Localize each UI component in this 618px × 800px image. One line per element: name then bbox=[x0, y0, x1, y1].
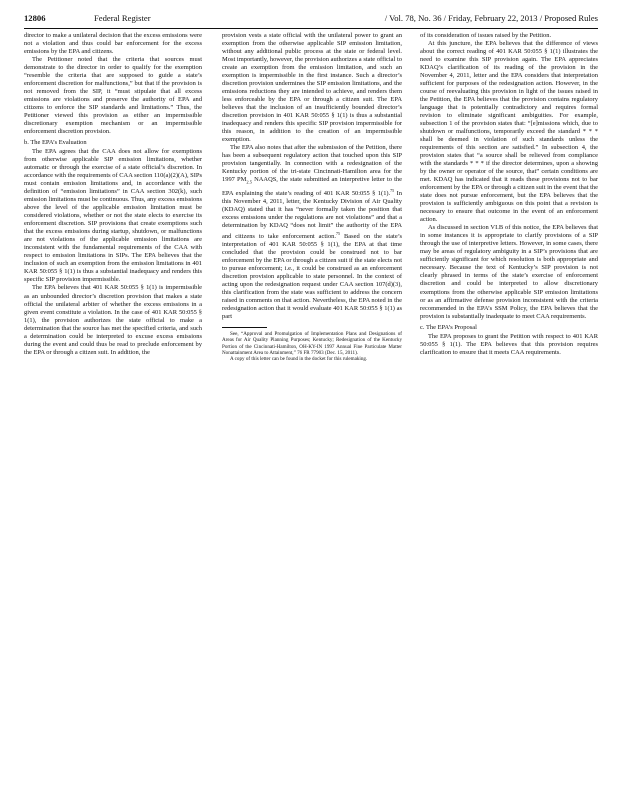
column-2 bbox=[222, 32, 402, 363]
header-info bbox=[94, 10, 598, 26]
footnote-rule bbox=[222, 327, 267, 328]
journal-title: Federal Register bbox=[94, 13, 151, 23]
text-run: The EPA also notes that after the submission of the Petition, there has been a subsequent regulatory action that touched upon this SIP provision tangentially. In connection with a redesignation of the Kentucky portion of the tri-state Cincinnati-Hamilton area for the 1997 PM bbox=[222, 144, 402, 184]
column-3 bbox=[420, 32, 598, 357]
paragraph: The EPA proposes to grant the Petition with respect to 401 KAR 50:055 § 1(1). The EPA believes that this provision requires clarification to ensure that it meets CAA requirements. bbox=[420, 332, 598, 356]
issue-info: / Vol. 78, No. 36 / Friday, February 22, 2013 / Proposed Rules bbox=[384, 13, 598, 23]
running-header bbox=[24, 10, 598, 26]
footnote-ref: 75 bbox=[390, 187, 395, 193]
text-run: Based on the state’s interpretation of 401 KAR 50:055 § 1(1), the EPA at that time concluded that the provision could be construed not to bar enforcement by the EPA or through a citizen suit if the state elects not to pursue enforcement; i.e., it could be construed as an enforcement discretion provision applicable to state personnel. In the context of acting upon the redesignation request under CAA section 107(d)(3), this clarification from the state was sufficient to address the concern raised in comments on that action. Nevertheless, the EPA noted in the redesignation action that it would evaluate 401 KAR 50:055 § 1(1) as part bbox=[222, 232, 402, 321]
paragraph: The Petitioner noted that the criteria that sources must demonstrate to the director in order to qualify for the exemption “resemble the criteria that are supposed to guide a state’s enforcement discretion for malfunctions,” but that if the provision is not removed from the SIP, it “must stipulate that all excess emissions are violations and preserve the authority of EPA and citizens to enforce the SIP standards and limitations.” Thus, the Petitioner viewed this provision as either an impermissible discretionary exemption mechanism or an impermissible enforcement discretion provision. bbox=[24, 56, 202, 136]
page-number: 12806 bbox=[24, 13, 46, 23]
section-heading: b. The EPA’s Evaluation bbox=[24, 139, 87, 147]
paragraph: of its consideration of issues raised by the Petition. bbox=[420, 32, 552, 39]
paragraph: director to make a unilateral decision that the excess emissions were not a violation and thus could bar enforcement for the excess emissions by the EPA and citizens. bbox=[24, 32, 202, 56]
paragraph: The EPA believes that 401 KAR 50:055 § 1(1) is impermissible as an unbounded director’s discretion provision that makes a state official the unilateral arbiter of whether the excess emissions in a given event constitute a violation. In the case of 401 KAR 50:055 § 1(1), the provision authorizes the state official to make a determination that the source has met the specified criteria, and such a determination could be interpreted to excuse excess emissions during the event and could thus be read to preclude enforcement by the EPA or through a citizen suit. In addition, the bbox=[24, 284, 202, 356]
text-run: NAAQS, the state submitted an interpretive letter to the EPA explaining the state’s reading of 401 KAR 50:055 § 1(1). bbox=[222, 176, 402, 197]
text-run: In this November 4, 2011, letter, the Kentucky Division of Air Quality (KDAQ) stated that it has “never formally taken the position that excess emissions under the regulations are not violations” and that a determination by KDAQ “does not limit” the authority of the EPA and citizens to take enforcement action. bbox=[222, 189, 402, 240]
paragraph: At this juncture, the EPA believes that the difference of views about the correct reading of 401 KAR 50:055 § 1(1) illustrates the need to examine this SIP provision again. The EPA appreciates KDAQ’s clarification of its reading of the provision in the November 4, 2011, letter and the EPA considers that interpretation sufficient for purposes of the redesignation action. However, in the course of reevaluating this provision in light of the issues raised in the Petition, the EPA believes that the provision contains regulatory language that is potentially contradictory and requires formal revision to eliminate significant ambiguities. For example, subsection 1 of the provision states that: “[e]missions which, due to shutdown or malfunctions, temporarily exceed the standard * * * shall be deemed in violation of such standards unless the requirements of this section are satisfied.” In subsection 4, the provision states that “a source shall be relieved from compliance with the standards * * * if the director determines, upon a showing by the owner or operator of the source, that” certain conditions are met. KDAQ has indicated that it reads these provisions not to bar enforcement by the EPA or through a citizen suit in the event that the state does not pursue enforcement, but the EPA believes that the provision is sufficiently ambiguous on this point that a revision is necessary to ensure that outcome in the event of an enforcement action. bbox=[420, 40, 598, 224]
column-1 bbox=[24, 32, 202, 357]
subscript: 2.5 bbox=[246, 179, 252, 185]
footnote-ref: 75 bbox=[336, 230, 341, 236]
paragraph: As discussed in section VI.B of this notice, the EPA believes that in some instances it is appropriate to clarify provisions of a SIP through the use of interpretive letters. However, in some cases, there may be areas of regulatory ambiguity in a SIP’s provisions that are sufficiently significant for which resolution is both appropriate and necessary. Because the text of Kentucky’s SIP provision is not clearly phrased in terms of the state’s exercise of enforcement discretion and could be interpreted to allow discretionary exemptions from the otherwise applicable SIP emission limitations or as an affirmative defense provision inconsistent with the criteria recommended in the EPA’s SSM Policy, the EPA believes that the provision is substantially inadequate to meet CAA requirements. bbox=[420, 224, 598, 320]
footnote: See, “Approval and Promulgation of Implementation Plans and Designations of Areas for Air Quality Planning Purposes; Kentucky; Redesignation of the Kentucky Portion of the Cincinnati-Hamilton, OH-KY-IN 1997 Annual Fine Particulate Matter Nonattainment Area to Attainment,” 76 FR 77903 (Dec. 15, 2011). bbox=[222, 331, 402, 356]
header-rule bbox=[24, 28, 598, 29]
section-heading: c. The EPA’s Proposal bbox=[420, 323, 477, 331]
paragraph bbox=[222, 144, 402, 321]
paragraph: provision vests a state official with the unilateral power to grant an exemption from the otherwise applicable SIP emission limitation, without any additional public process at the state or federal level. Most importantly, however, the provision authorizes a state official to create an exemption from the emission limitation, and such an exemption is impermissible in the first instance. Such a director’s discretion provision undermines the SIP emission limitations, and the emissions reductions they are intended to achieve, and renders them less enforceable by the EPA or through a citizen suit. The EPA believes that the inclusion of an insufficiently bounded director’s discretion provision in 401 KAR 50:055 § 1(1) is thus a substantial inadequacy and renders this specific SIP provision impermissible for this reason, in addition to the creation of an impermissible exemption. bbox=[222, 32, 402, 144]
footnote: A copy of this letter can be found in the docket for this rulemaking. bbox=[230, 356, 368, 363]
paragraph: The EPA agrees that the CAA does not allow for exemptions from otherwise applicable SIP emission limitations, whether automatic or through the exercise of a state official’s discretion. In accordance with the requirements of CAA section 110(a)(2)(A), SIPs must contain emission limitations and, in accordance with the definition of “emission limitations” in CAA section 302(k), such emission limitations must be continuous. Thus, any excess emissions above the level of the applicable emission limitation must be considered violations, whether or not the state elects to exercise its enforcement discretion. SIP provisions that create exemptions such that the excess emissions during startup, shutdown, or malfunctions are not violations of the applicable emission limitations are inconsistent with the fundamental requirements of the CAA with respect to emission limitations in SIPs. The EPA believes that the inclusion of such an exemption from the emission limitations in 401 KAR 50:055 § 1(1) is thus a substantial inadequacy and renders this specific SIP provision impermissible. bbox=[24, 148, 202, 284]
